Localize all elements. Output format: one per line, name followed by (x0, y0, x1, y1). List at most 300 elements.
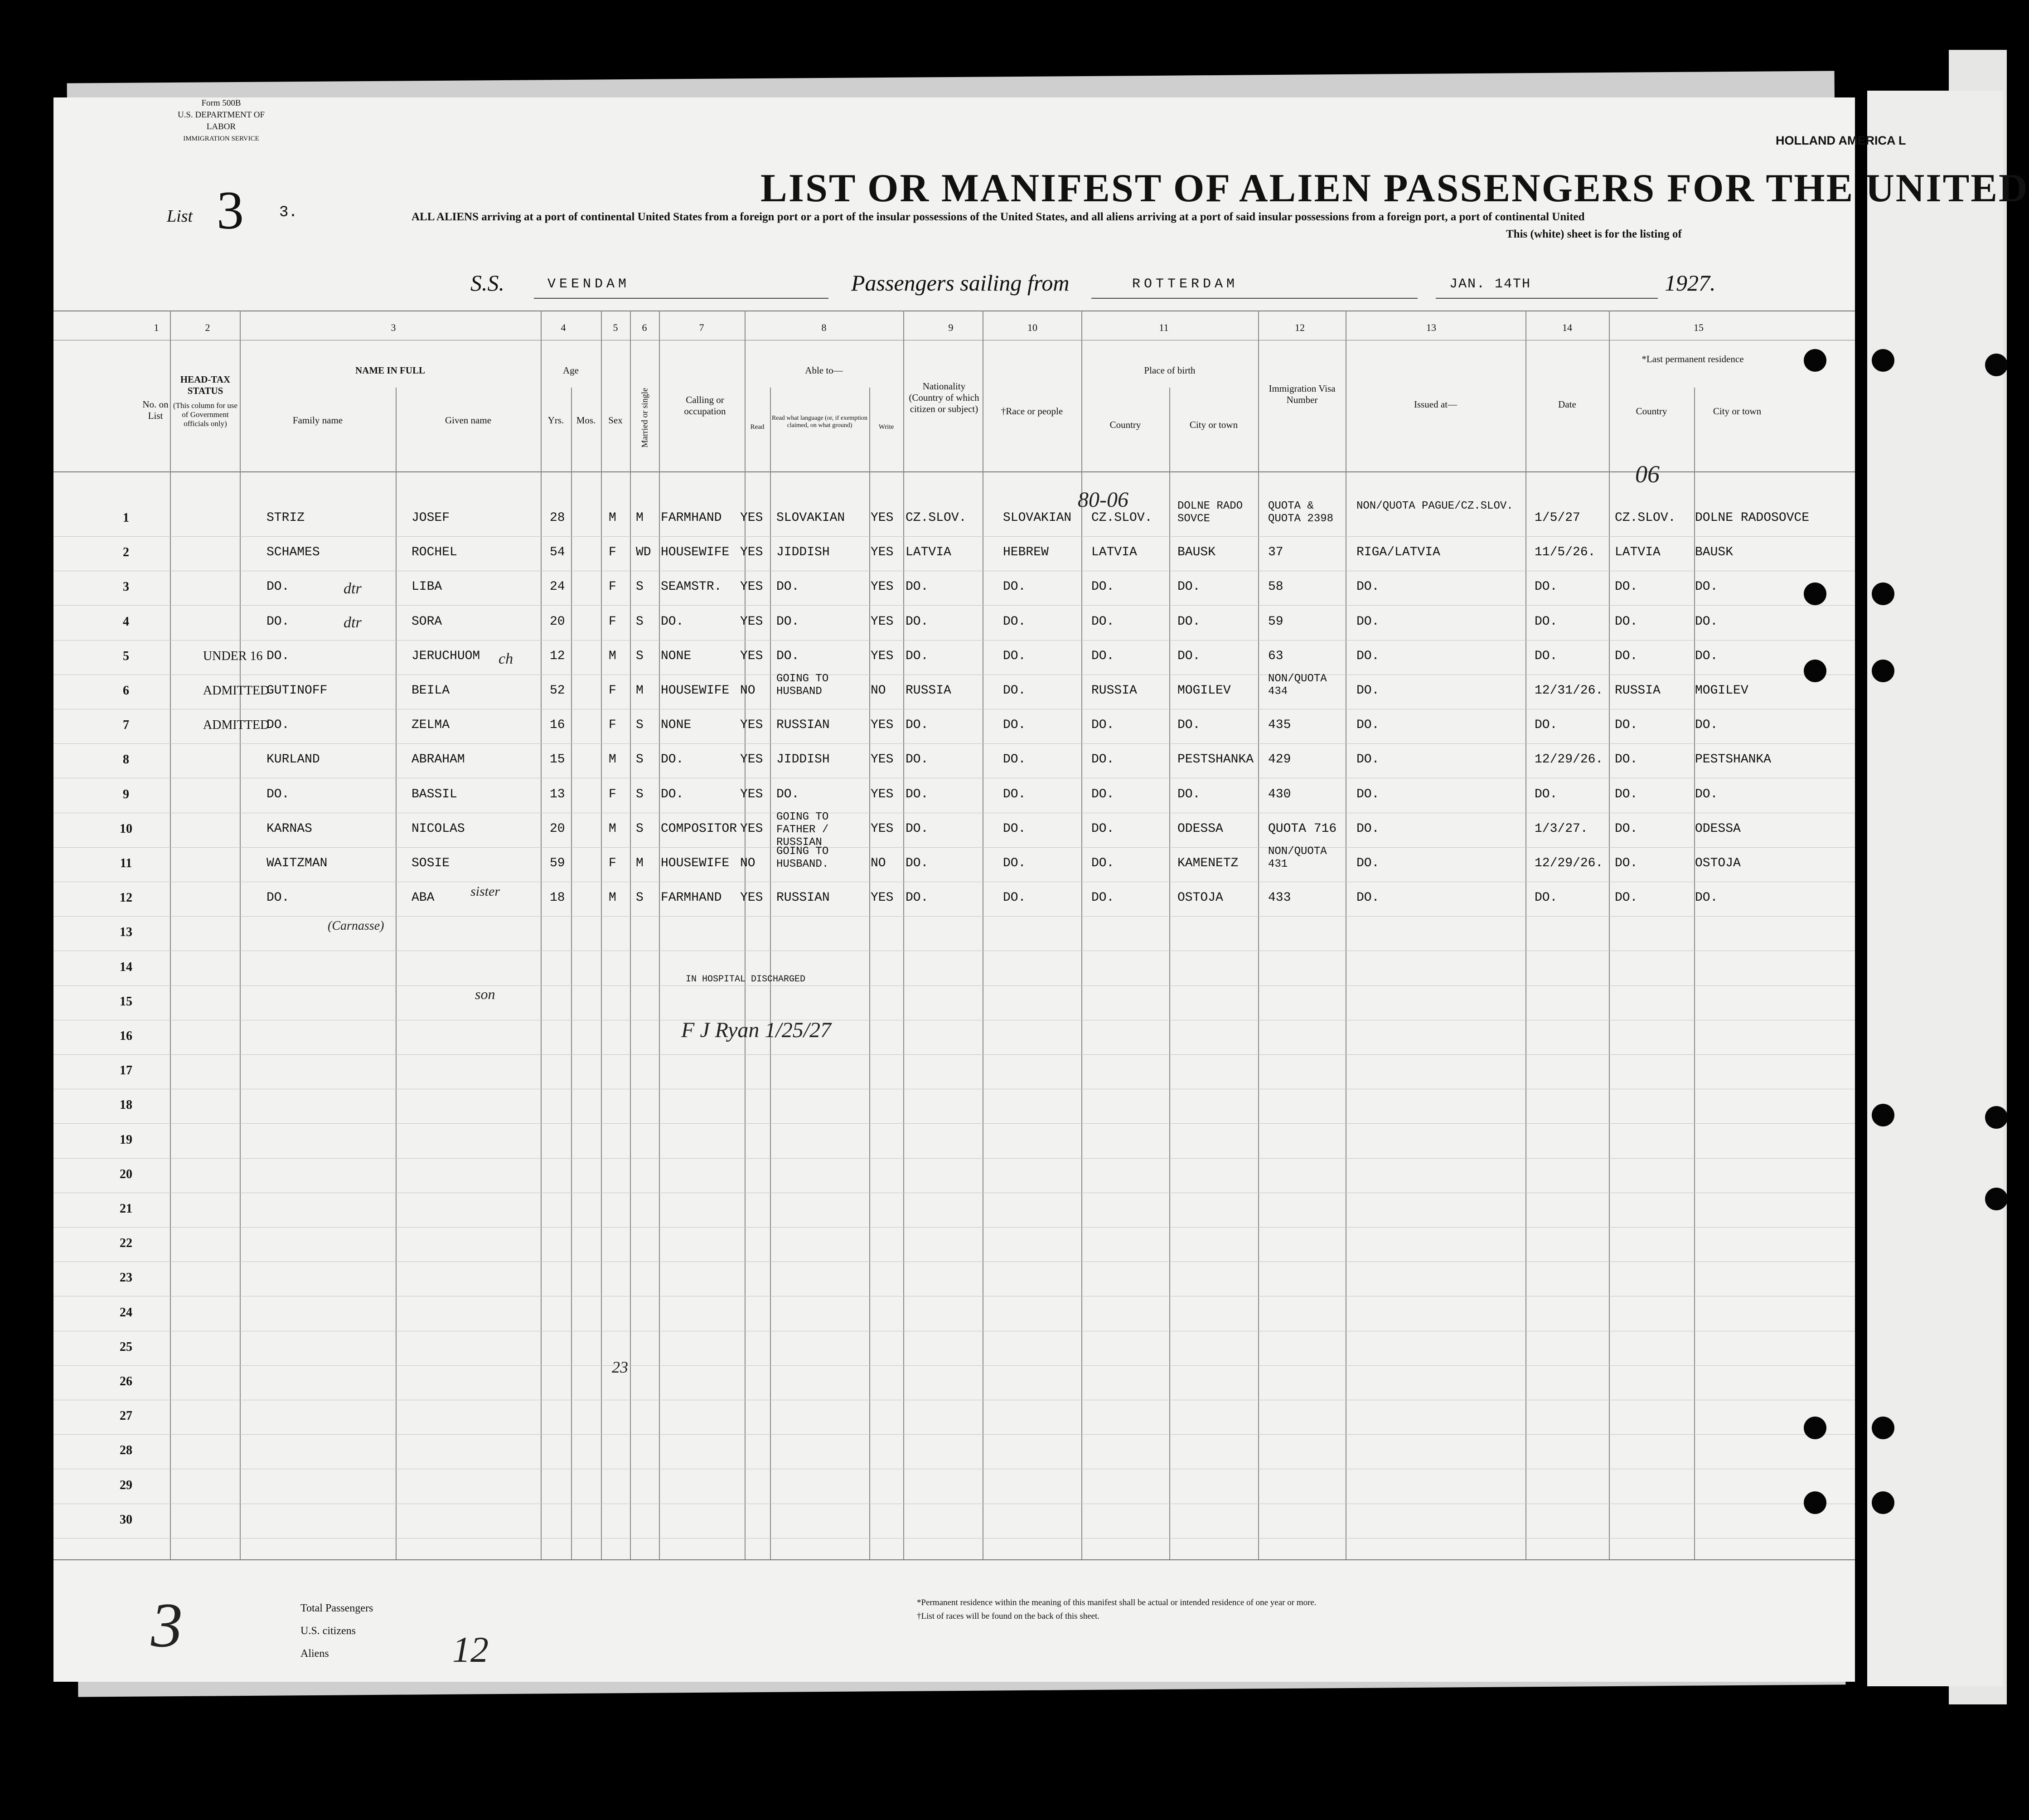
date-cell: DO. (1535, 787, 1558, 801)
nationality-cell: DO. (906, 856, 929, 870)
row-rule (53, 1054, 1855, 1055)
col-line (659, 311, 660, 1559)
row-number: 16 (120, 1029, 132, 1043)
date-cell: 1/5/27 (1535, 511, 1580, 525)
row-number: 17 (120, 1063, 132, 1078)
sex-cell: F (609, 684, 616, 698)
write-cell: YES (871, 614, 894, 629)
row-rule (53, 1365, 1855, 1366)
marital-cell: M (636, 856, 644, 870)
race-cell: DO. (1003, 787, 1026, 801)
head-tax-cell: ADMITTED (203, 718, 270, 733)
language-cell: RUSSIAN (776, 891, 830, 905)
marital-cell: S (636, 580, 644, 594)
birth-country-cell: DO. (1091, 718, 1114, 733)
age-cell: 15 (550, 752, 565, 767)
binder-hole (1985, 1106, 2008, 1129)
res-city-cell: DO. (1695, 787, 1718, 801)
ship-underline (534, 298, 828, 299)
binder-hole (1804, 1491, 1826, 1514)
note-son-row12: son (475, 986, 495, 1002)
res-country-cell: DO. (1615, 649, 1638, 663)
col-header-name: NAME IN FULL (355, 365, 425, 376)
age-cell: 28 (550, 511, 565, 525)
read-cell: YES (740, 511, 763, 525)
binder-hole (1872, 1417, 1894, 1439)
service-name: IMMIGRATION SERVICE (183, 135, 259, 142)
col-line (240, 311, 241, 1559)
company-name: HOLLAND AMERICA L (1776, 134, 1906, 147)
marital-cell: M (636, 511, 644, 525)
res-country-cell: DO. (1615, 614, 1638, 629)
age-cell: 59 (550, 856, 565, 870)
col-header-birth: Place of birth (1144, 365, 1196, 376)
col-header-issued: Issued at— (1414, 399, 1458, 410)
col-header-headtax-note: (This column for use of Government officials only) (173, 401, 238, 428)
row-rule (53, 847, 1855, 848)
language-cell: RUSSIAN (776, 718, 830, 733)
birth-city-cell: DO. (1177, 787, 1201, 801)
issued-at-cell: DO. (1356, 891, 1380, 905)
col-header-age: Age (563, 365, 579, 376)
row-number: 25 (120, 1340, 132, 1354)
birth-city-cell: DO. (1177, 614, 1201, 629)
col-line (170, 311, 171, 1559)
page-subtitle-line2: This (white) sheet is for the listing of (1506, 228, 1682, 240)
write-cell: YES (871, 787, 894, 801)
family-name-cell: KURLAND (266, 752, 320, 767)
write-cell: YES (871, 891, 894, 905)
language-cell: DO. (776, 649, 799, 663)
race-cell: DO. (1003, 684, 1026, 698)
date-cell: 12/29/26. (1535, 752, 1603, 767)
binder-hole (1985, 354, 2008, 376)
col-header-sex: Sex (608, 415, 623, 426)
given-name-cell: SOSIE (412, 856, 450, 870)
nationality-cell: DO. (906, 580, 929, 594)
port-underline (1091, 298, 1418, 299)
col-number: 15 (1694, 322, 1704, 333)
sex-cell: F (609, 614, 616, 629)
issued-at-cell: DO. (1356, 614, 1380, 629)
issued-at-cell: DO. (1356, 684, 1380, 698)
visa-cell: NON/QUOTA 434 (1268, 673, 1327, 698)
write-cell: YES (871, 511, 894, 525)
row-rule (53, 1538, 1855, 1539)
birth-country-cell: LATVIA (1091, 545, 1137, 560)
date-cell: DO. (1535, 649, 1558, 663)
family-name-cell: DO. (266, 891, 290, 905)
race-cell: DO. (1003, 649, 1026, 663)
rownum: 11 (120, 856, 132, 870)
manifest-page (53, 97, 2029, 1682)
marital-cell: M (636, 684, 644, 698)
race-cell: DO. (1003, 614, 1026, 629)
binder-hole (1872, 1491, 1894, 1514)
birth-country-cell: DO. (1091, 891, 1114, 905)
sex-cell: F (609, 787, 616, 801)
marital-cell: S (636, 752, 644, 767)
visa-cell: QUOTA & QUOTA 2398 (1268, 500, 1334, 525)
res-city-cell: BAUSK (1695, 545, 1734, 560)
read-cell: NO (740, 856, 755, 870)
given-name-cell: ABRAHAM (412, 752, 465, 767)
row-number: 28 (120, 1443, 132, 1458)
age-cell: 18 (550, 891, 565, 905)
col-number: 8 (821, 322, 827, 333)
row-rule (53, 743, 1855, 744)
row-rule (53, 605, 1855, 606)
note-in-hospital: IN HOSPITAL DISCHARGED (686, 974, 806, 985)
birth-city-cell: ODESSA (1177, 821, 1223, 836)
res-country-cell: DO. (1615, 856, 1638, 870)
occupation-cell: DO. (661, 787, 684, 801)
col-header-residence: *Last permanent residence (1642, 354, 1744, 364)
nationality-cell: DO. (906, 614, 929, 629)
row-rule (53, 640, 1855, 641)
issued-at-cell: DO. (1356, 856, 1380, 870)
race-cell: DO. (1003, 821, 1026, 836)
language-cell: JIDDISH (776, 752, 830, 767)
given-name-cell: SORA (412, 614, 442, 629)
marital-cell: S (636, 891, 644, 905)
visa-cell: 435 (1268, 718, 1291, 733)
language-cell: JIDDISH (776, 545, 830, 560)
sex-cell: F (609, 545, 616, 560)
res-city-cell: DOLNE RADOSOVCE (1695, 511, 1810, 525)
date-cell: 12/31/26. (1535, 684, 1603, 698)
col-line (1169, 388, 1170, 1559)
label-us-citizens: U.S. citizens (300, 1625, 356, 1637)
age-cell: 12 (550, 649, 565, 663)
label-aliens: Aliens (300, 1648, 329, 1660)
family-name-cell: DO. (266, 649, 290, 663)
age-cell: 13 (550, 787, 565, 801)
family-name-cell: SCHAMES (266, 545, 320, 560)
footnote-races: †List of races will be found on the back of this sheet. (917, 1611, 1100, 1621)
col-header-headtax: HEAD-TAX STATUS (180, 374, 231, 396)
col-header-able: Able to— (805, 365, 843, 376)
rownum: 1 (123, 511, 129, 525)
visa-cell: 433 (1268, 891, 1291, 905)
head-tax-cell: UNDER 16 (203, 649, 263, 663)
res-city-cell: DO. (1695, 614, 1718, 629)
table-bottom-rule (53, 1559, 1855, 1560)
res-country-cell: RUSSIA (1615, 684, 1661, 698)
note-carnasse-row10: (Carnasse) (328, 919, 384, 933)
birth-city-cell: BAUSK (1177, 545, 1216, 560)
page-subtitle: ALL ALIENS arriving at a port of continental United States from a foreign port or a port of the insular possessions of the United States, and all aliens arriving at a port of said insular possessions from a foreign port, a port of continental United (412, 211, 1585, 223)
head-tax-cell: ADMITTED (203, 684, 270, 698)
birth-country-cell: DO. (1091, 856, 1114, 870)
col-number: 2 (205, 322, 210, 333)
row-rule (53, 1123, 1855, 1124)
race-cell: DO. (1003, 891, 1026, 905)
birth-city-cell: PESTSHANKA (1177, 752, 1254, 767)
binder-hole (1872, 582, 1894, 605)
col-line (903, 311, 904, 1559)
occupation-cell: FARMHAND (661, 891, 722, 905)
sex-cell: M (609, 821, 616, 836)
issued-at-cell: RIGA/LATVIA (1356, 545, 1440, 560)
occupation-cell: DO. (661, 614, 684, 629)
language-cell: DO. (776, 614, 799, 629)
col-header-read: Read (750, 423, 765, 431)
sex-cell: F (609, 580, 616, 594)
binder-hole (1985, 1188, 2008, 1210)
inspector-signature: F J Ryan 1/25/27 (681, 1018, 832, 1042)
label-total-passengers: Total Passengers (300, 1602, 373, 1614)
row-rule (53, 1158, 1855, 1159)
read-cell: YES (740, 718, 763, 733)
birth-country-cell: DO. (1091, 821, 1114, 836)
age-cell: 52 (550, 684, 565, 698)
binder-hole (1804, 349, 1826, 372)
footnote-residence: *Permanent residence within the meaning of this manifest shall be actual or intended residence of one year or more. (917, 1598, 1317, 1607)
marital-cell: S (636, 718, 644, 733)
visa-cell: 37 (1268, 545, 1283, 560)
ss-label: S.S. (470, 270, 504, 296)
res-country-cell: CZ.SLOV. (1615, 511, 1676, 525)
given-name-cell: NICOLAS (412, 821, 465, 836)
note-dtr-row4: dtr (344, 614, 362, 631)
given-name-cell: ABA (412, 891, 435, 905)
marital-cell: S (636, 787, 644, 801)
birth-country-cell: DO. (1091, 614, 1114, 629)
birth-city-cell: DO. (1177, 718, 1201, 733)
age-cell: 20 (550, 821, 565, 836)
race-cell: DO. (1003, 718, 1026, 733)
family-name-cell: DO. (266, 787, 290, 801)
write-cell: YES (871, 545, 894, 560)
age-cell: 20 (550, 614, 565, 629)
col-header-family: Family name (292, 415, 343, 426)
date-cell: DO. (1535, 718, 1558, 733)
issued-at-cell: DO. (1356, 787, 1380, 801)
col-number: 10 (1027, 322, 1037, 333)
col-header-res-country: Country (1636, 406, 1667, 417)
read-cell: YES (740, 545, 763, 560)
col-line (541, 311, 542, 1559)
write-cell: NO (871, 856, 886, 870)
note-ch-row5: ch (499, 650, 513, 667)
note-residence-06: 06 (1635, 461, 1660, 488)
col-number: 6 (642, 322, 647, 333)
given-name-cell: BASSIL (412, 787, 457, 801)
row-rule (53, 916, 1855, 917)
res-city-cell: DO. (1695, 580, 1718, 594)
row-number: 18 (120, 1098, 132, 1112)
race-cell: HEBREW (1003, 545, 1049, 560)
date-cell: DO. (1535, 891, 1558, 905)
write-cell: YES (871, 649, 894, 663)
col-line (601, 311, 602, 1559)
col-number: 4 (561, 322, 566, 333)
read-cell: YES (740, 821, 763, 836)
write-cell: YES (871, 718, 894, 733)
rownum: 3 (123, 580, 129, 594)
row-number: 15 (120, 994, 132, 1009)
occupation-cell: HOUSEWIFE (661, 545, 730, 560)
marital-cell: S (636, 614, 644, 629)
date-cell: 12/29/26. (1535, 856, 1603, 870)
col-number: 11 (1159, 322, 1169, 333)
birth-country-cell: DO. (1091, 752, 1114, 767)
res-country-cell: DO. (1615, 580, 1638, 594)
given-name-cell: JERUCHUOM (412, 649, 480, 663)
date-cell: DO. (1535, 580, 1558, 594)
given-name-cell: JOSEF (412, 511, 450, 525)
issued-at-cell: DO. (1356, 821, 1380, 836)
birth-city-cell: DOLNE RADO SOVCE (1177, 500, 1243, 525)
nationality-cell: LATVIA (906, 545, 951, 560)
nationality-cell: DO. (906, 752, 929, 767)
age-cell: 54 (550, 545, 565, 560)
row-number: 14 (120, 960, 132, 974)
given-name-cell: ZELMA (412, 718, 450, 733)
col-line (1694, 388, 1695, 1559)
col-line (630, 311, 631, 1559)
col-header-no: No. on List (142, 399, 169, 421)
ship-name: VEENDAM (547, 277, 630, 292)
row-number: 24 (120, 1305, 132, 1320)
row-number: 19 (120, 1132, 132, 1147)
row-rule (53, 985, 1855, 986)
family-name-cell: STRIZ (266, 511, 305, 525)
res-city-cell: DO. (1695, 649, 1718, 663)
read-cell: YES (740, 614, 763, 629)
row-number: 26 (120, 1374, 132, 1388)
binder-hole (1872, 1104, 1894, 1126)
given-name-cell: LIBA (412, 580, 442, 594)
col-header-birth-city: City or town (1189, 419, 1238, 430)
birth-city-cell: DO. (1177, 580, 1201, 594)
issued-at-cell: DO. (1356, 649, 1380, 663)
res-city-cell: PESTSHANKA (1695, 752, 1772, 767)
row-number: 20 (120, 1167, 132, 1181)
note-23: 23 (612, 1358, 628, 1376)
family-name-cell: DO. (266, 580, 290, 594)
read-cell: YES (740, 752, 763, 767)
race-cell: SLOVAKIAN (1003, 511, 1072, 525)
department-name: U.S. DEPARTMENT OF LABOR (177, 110, 265, 131)
write-cell: YES (871, 752, 894, 767)
col-line (745, 311, 746, 1559)
rownum: 7 (123, 718, 129, 733)
occupation-cell: NONE (661, 718, 692, 733)
marital-cell: S (636, 821, 644, 836)
list-number-typed: 3. (279, 204, 298, 221)
col-line (571, 388, 572, 1559)
col-number: 13 (1426, 322, 1436, 333)
age-cell: 16 (550, 718, 565, 733)
row-number: 21 (120, 1202, 132, 1216)
binder-hole (1804, 660, 1826, 682)
res-city-cell: OSTOJA (1695, 856, 1741, 870)
visa-cell: 58 (1268, 580, 1283, 594)
col-header-write: Write (878, 423, 894, 431)
col-number: 3 (391, 322, 396, 333)
row-rule (53, 1227, 1855, 1228)
form-meta (162, 97, 280, 145)
row-number: 29 (120, 1478, 132, 1492)
rownum: 5 (123, 649, 129, 663)
row-number: 27 (120, 1409, 132, 1423)
note-dtr-row3: dtr (344, 580, 362, 597)
col-number: 5 (613, 322, 618, 333)
row-number: 22 (120, 1236, 132, 1251)
res-city-cell: DO. (1695, 718, 1718, 733)
row-rule (53, 536, 1855, 537)
nationality-cell: DO. (906, 891, 929, 905)
row-rule (53, 1434, 1855, 1435)
occupation-cell: HOUSEWIFE (661, 684, 730, 698)
rownum: 10 (120, 821, 132, 836)
visa-cell: 59 (1268, 614, 1283, 629)
family-name-cell: DO. (266, 614, 290, 629)
binder-hole (1804, 582, 1826, 605)
departure-port: ROTTERDAM (1132, 277, 1239, 292)
col-number: 14 (1562, 322, 1572, 333)
read-cell: YES (740, 891, 763, 905)
adjacent-page (1867, 91, 2003, 1686)
col-line (1609, 311, 1610, 1559)
col-number: 9 (948, 322, 954, 333)
sailing-date: JAN. 14TH (1449, 277, 1531, 292)
visa-cell: 430 (1268, 787, 1291, 801)
visa-cell: NON/QUOTA 431 (1268, 845, 1327, 870)
col-header-married: Married or single (640, 388, 650, 448)
birth-city-cell: DO. (1177, 649, 1201, 663)
birth-city-cell: MOGILEV (1177, 684, 1231, 698)
occupation-cell: HOUSEWIFE (661, 856, 730, 870)
rownum: 12 (120, 891, 132, 905)
read-cell: YES (740, 649, 763, 663)
col-line (869, 388, 870, 1559)
note-sister-row9: sister (470, 884, 500, 899)
write-cell: YES (871, 580, 894, 594)
col-header-res-city: City or town (1713, 406, 1762, 417)
birth-city-cell: OSTOJA (1177, 891, 1223, 905)
write-cell: YES (871, 821, 894, 836)
col-number: 7 (699, 322, 704, 333)
age-cell: 24 (550, 580, 565, 594)
date-underline (1436, 298, 1658, 299)
bottom-mark-3: 3 (151, 1590, 183, 1660)
col-line (1525, 311, 1526, 1559)
nationality-cell: DO. (906, 718, 929, 733)
date-cell: 1/3/27. (1535, 821, 1588, 836)
sex-cell: F (609, 718, 616, 733)
nationality-cell: DO. (906, 787, 929, 801)
family-name-cell: WAITZMAN (266, 856, 328, 870)
total-mark: 12 (452, 1630, 489, 1670)
read-cell: YES (740, 580, 763, 594)
family-name-cell: DO. (266, 718, 290, 733)
col-line (1258, 311, 1259, 1559)
birth-country-cell: DO. (1091, 649, 1114, 663)
birth-country-cell: DO. (1091, 787, 1114, 801)
col-line (396, 388, 397, 1559)
occupation-cell: COMPOSITOR (661, 821, 737, 836)
occupation-cell: DO. (661, 752, 684, 767)
binder-hole (1872, 349, 1894, 372)
res-city-cell: ODESSA (1695, 821, 1741, 836)
language-cell: SLOVAKIAN (776, 511, 845, 525)
binder-hole (1872, 660, 1894, 682)
rownum: 8 (123, 752, 129, 767)
form-number: Form 500B (201, 98, 241, 108)
